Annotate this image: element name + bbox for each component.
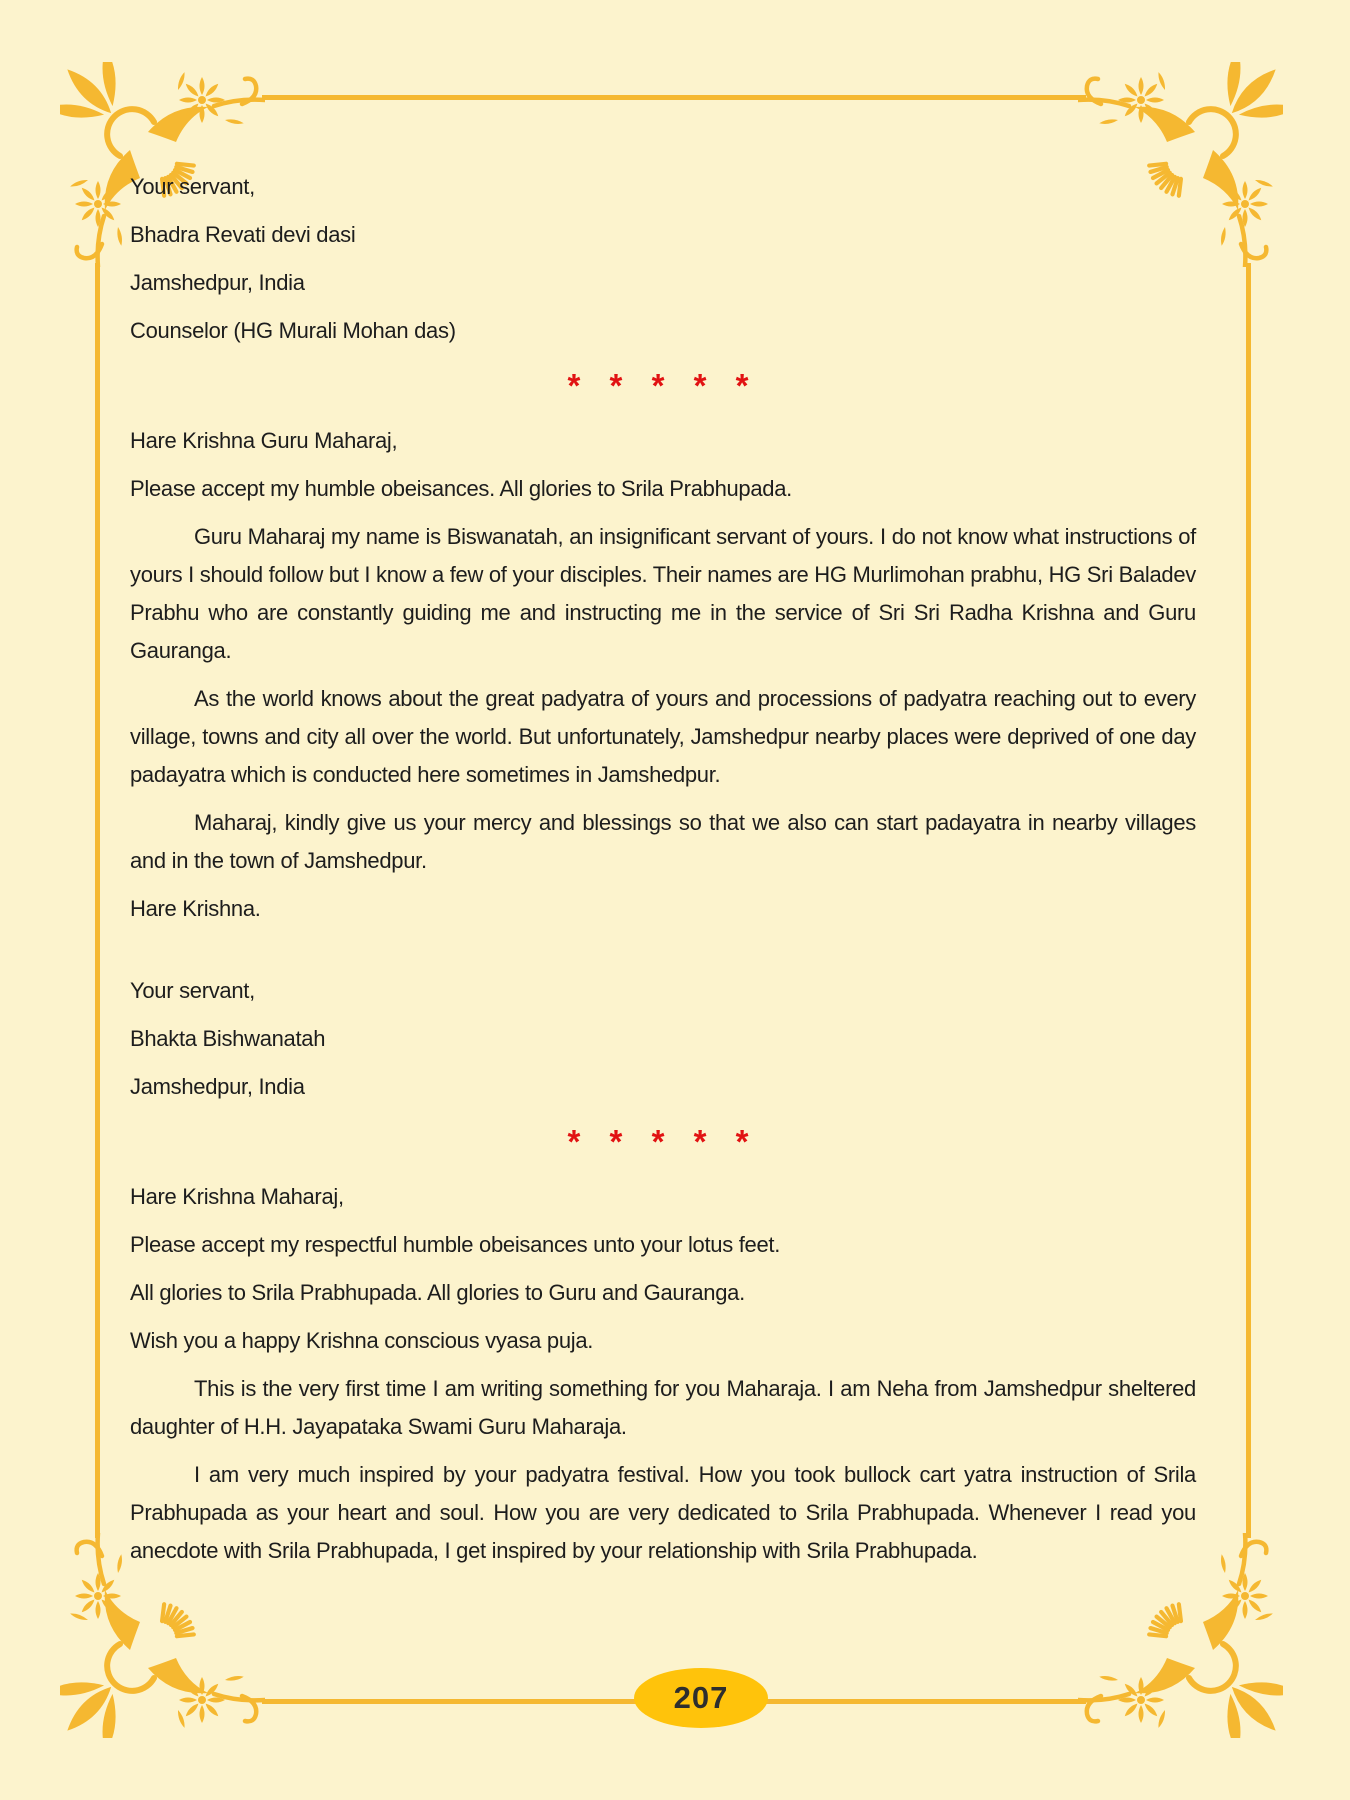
page-number-badge bbox=[634, 1668, 768, 1728]
salutation-line: Hare Krishna Guru Maharaj, bbox=[130, 428, 398, 453]
page-number: 207 bbox=[673, 1680, 729, 1715]
letter-paragraph: Maharaj, kindly give us your mercy and blessings so that we also can start padayatra in nearby villages and in the town of Jamshedpur. bbox=[130, 810, 1196, 873]
salutation-line: Hare Krishna. bbox=[130, 896, 261, 921]
salutation-line: Please accept my humble obeisances. All glories to Srila Prabhupada. bbox=[130, 476, 792, 501]
signature-line: Counselor (HG Murali Mohan das) bbox=[130, 318, 456, 343]
salutation-line: All glories to Srila Prabhupada. All glories to Guru and Gauranga. bbox=[130, 1280, 745, 1305]
section-separator: * * * * * bbox=[567, 1123, 759, 1160]
signature-line: Jamshedpur, India bbox=[130, 270, 305, 295]
signature-line: Bhadra Revati devi dasi bbox=[130, 222, 356, 247]
salutation-line: Please accept my respectful humble obeisances unto your lotus feet. bbox=[130, 1232, 781, 1257]
signature-line: Jamshedpur, India bbox=[130, 1074, 305, 1099]
salutation-line: Wish you a happy Krishna conscious vyasa puja. bbox=[130, 1328, 594, 1353]
letter-paragraph: As the world knows about the great padyatra of yours and processions of padyatra reaching out to every village, towns and city all over the world. But unfortunately, Jamshedpur nearby places were deprived of one day padayatra which is conducted here sometimes in Jamshedpur. bbox=[130, 686, 1196, 787]
spacer bbox=[130, 938, 1196, 972]
letter-content bbox=[130, 168, 1196, 1580]
section-separator: * * * * * bbox=[567, 367, 759, 404]
letter-paragraph: This is the very first time I am writing something for you Maharaja. I am Neha from Jamshedpur sheltered daughter of H.H. Jayapataka Swami Guru Maharaja. bbox=[130, 1376, 1196, 1439]
frame-line-top bbox=[262, 95, 1086, 100]
salutation-line: Hare Krishna Maharaj, bbox=[130, 1184, 344, 1209]
signature-line: Your servant, bbox=[130, 978, 255, 1003]
frame-line-left bbox=[95, 263, 100, 1538]
letter-paragraph: Guru Maharaj my name is Biswanatah, an insignificant servant of yours. I do not know what instructions of yours I should follow but I know a few of your disciples. Their names are HG Murlimohan prabhu, HG Sri Baladev Prabhu who are constantly guiding me and instructing me in the service of Sri Sri Radha Krishna and Guru Gauranga. bbox=[130, 524, 1196, 663]
frame-line-right bbox=[1246, 263, 1251, 1538]
signature-line: Bhakta Bishwanatah bbox=[130, 1026, 326, 1051]
letter-paragraph: I am very much inspired by your padyatra festival. How you took bullock cart yatra instruction of Srila Prabhupada as your heart and soul. How you are very dedicated to Srila Prabhupada. Whenever I read you anecdote with Srila Prabhupada, I get inspired by your relationship with Srila Prabhupada. bbox=[130, 1462, 1196, 1563]
signature-line: Your servant, bbox=[130, 174, 255, 199]
